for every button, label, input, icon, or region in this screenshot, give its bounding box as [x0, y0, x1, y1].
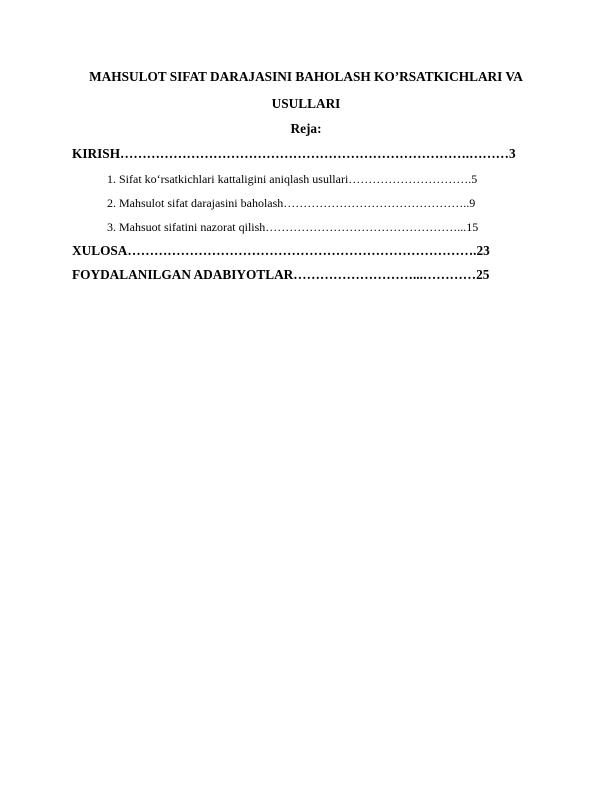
toc-entry-xulosa: XULOSA…………………………………………………………………….23 [72, 243, 490, 258]
toc-entry-adabiyotlar: FOYDALANILGAN ADABIYOTLAR………………………...…………25 [72, 267, 490, 282]
plan-heading: Reja: [290, 121, 322, 136]
toc-entry-section-2: 2. Mahsulot sifat darajasini baholash………………………………………..9 [107, 196, 476, 210]
toc-entry-kirish: KIRISH…………………………………………………………………….………3 [72, 146, 516, 161]
document-title-line-1: MAHSULOT SIFAT DARAJASINI BAHOLASH KO’RSATKICHLARI VA [89, 69, 523, 84]
document-title-line-2: USULLARI [271, 96, 341, 111]
toc-entry-section-1: 1. Sifat ko‘rsatkichlari kattaligini aniqlash usullari………………………….5 [107, 172, 478, 186]
toc-entry-section-3: 3. Mahsuot sifatini nazorat qilish…………………………………………...15 [107, 220, 479, 234]
